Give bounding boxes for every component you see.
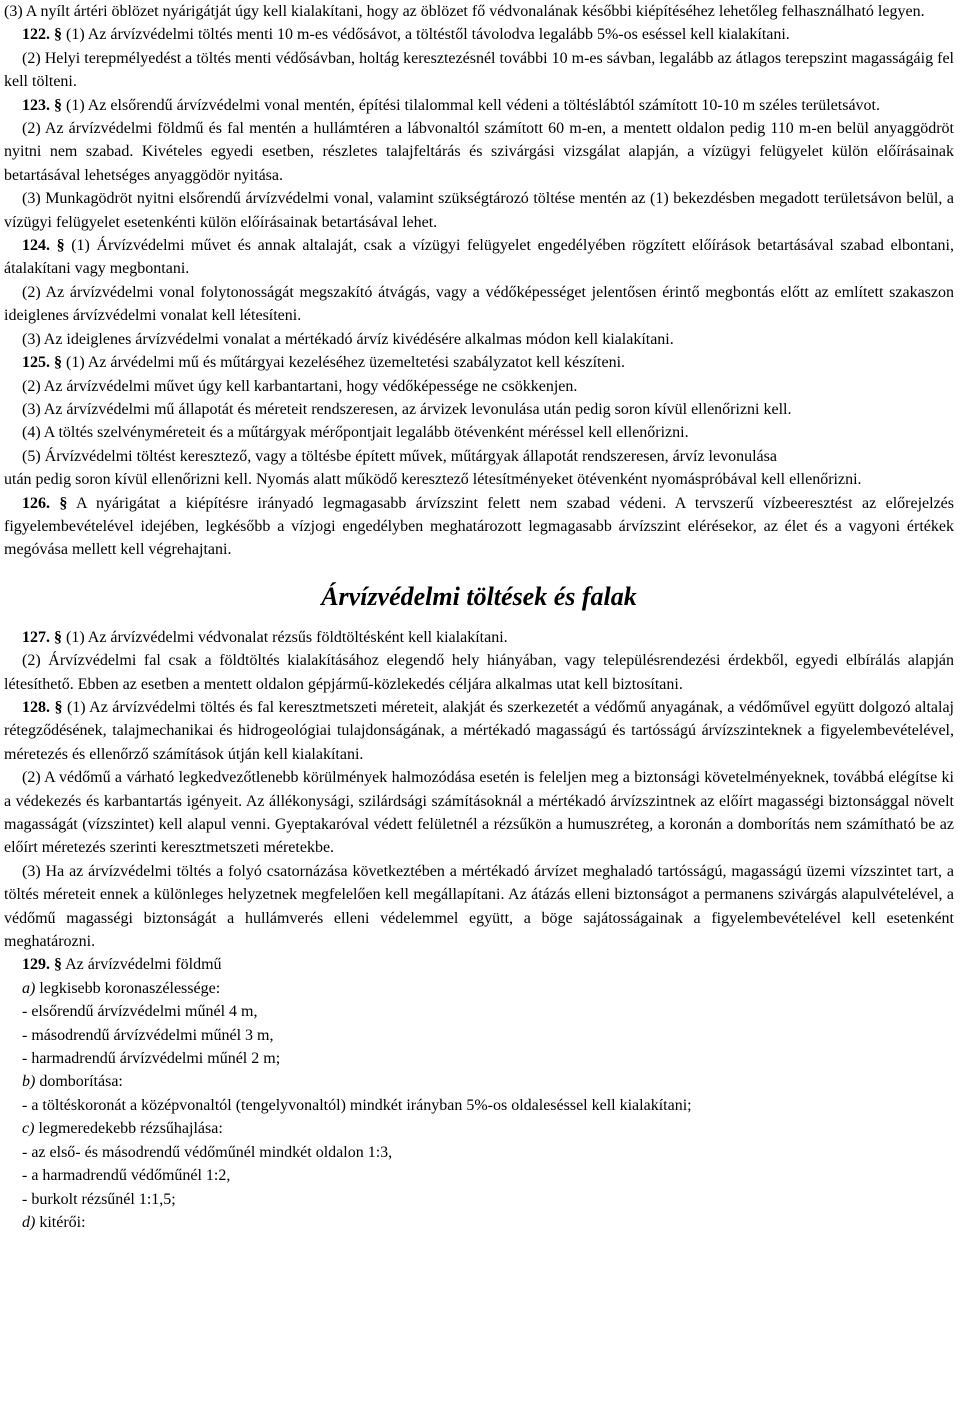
paragraph: (2) A védőmű a várható legkedvezőtlenebb körülmények halmozódása esetén is feleljen meg a biztonsági követelményeknek, továbbá elégítse ki a védekezés és karbantartás igényeit. Az állékonysági, szilárdsági számításoknál a mértékadó árvízszintnek az előírt magasségi biztonsággal növelt magasságát (vízszintet) kell alapul venni. Gyeptakaróval védett felületnél a rézsűkön a humuszréteg, a koronán a domborítás nem számítható be az előírt méretezés szerinti keresztmetszeti méretekbe.	[4, 769, 954, 857]
paragraph: (3) Munkagödröt nyitni elsőrendű árvízvédelmi vonal, valamint szükségtározó töltése mentén az (1) bekezdésben megadott területsávon belül, a vízügyi felügyelet esetenkénti külön előírásainak betartásával lehet.	[4, 190, 954, 231]
section-number: 122.	[22, 26, 50, 44]
section-symbol: §	[54, 354, 62, 372]
section-122	[4, 23, 954, 46]
section-125	[4, 351, 954, 374]
list-item-d	[4, 1211, 954, 1234]
list-letter: b)	[22, 1073, 36, 1091]
paragraph: (2) Az árvízvédelmi művet úgy kell karbantartani, hogy védőképessége ne csökkenjen.	[22, 377, 578, 395]
paragraph-text: Az árvízvédelmi földmű	[65, 956, 222, 974]
section-number: 127.	[22, 628, 50, 646]
paragraph: (3) A nyílt ártéri öblözet nyárigátját úgy kell kialakítani, hogy az öblözet fő védvonalának későbbi kiépítéséhez lehetőleg felhasználható legyen.	[4, 3, 925, 20]
paragraph: (4) A töltés szelvényméreteit és a műtárgyak mérőpontjait legalább ötévenként méréssel kell ellenőrizni.	[22, 424, 689, 442]
paragraph: (3) Az ideiglenes árvízvédelmi vonalat a mértékadó árvíz kivédésére alkalmas módon kell kialakítani.	[22, 330, 674, 348]
list-subitem: - elsőrendű árvízvédelmi műnél 4 m,	[22, 1003, 258, 1021]
section-123	[4, 94, 954, 117]
section-symbol: §	[54, 956, 62, 974]
paragraph-continuation: után pedig soron kívül ellenőrizni kell. Nyomás alatt működő keresztező létesítményeket ötévenként nyomáspróbával kell ellenőrizni.	[4, 471, 862, 489]
paragraph: (2) Az árvízvédelmi földmű és fal mentén a hullámtéren a lábvonaltól számított 60 m-en, a mentett oldalon pedig 110 m-en belül anyaggödröt nyitni nem szabad. Kivételes egyedi esetben, részletes talajfeltárás és szivárgási vizsgálat alapján, a vízügyi felügyelet külön előírásainak betartásával lehetséges anyaggödör nyitása.	[4, 120, 954, 184]
list-item-c	[4, 1117, 954, 1140]
list-letter: a)	[22, 979, 36, 997]
paragraph-text: (1) Az elsőrendű árvízvédelmi vonal mentén, építési tilalommal kell védeni a töltéslábtól számított 10-10 m széles területsávot.	[66, 96, 880, 114]
list-label: legmeredekebb rézsűhajlása:	[38, 1120, 223, 1138]
section-symbol: §	[56, 237, 65, 255]
section-heading: Árvízvédelmi töltések és falak	[321, 581, 637, 611]
list-letter: c)	[22, 1120, 35, 1138]
paragraph-text: (1) Az árvízvédelmi védvonalat rézsűs földtöltésként kell kialakítani.	[66, 628, 508, 646]
section-129	[4, 953, 954, 976]
list-letter: d)	[22, 1213, 36, 1231]
section-number: 125.	[22, 354, 50, 372]
list-subitem: - a harmadrendű védőműnél 1:2,	[22, 1167, 231, 1185]
list-subitem: - burkolt rézsűnél 1:1,5;	[22, 1190, 176, 1208]
section-symbol: §	[54, 26, 62, 44]
section-symbol: §	[54, 698, 63, 716]
section-number: 128.	[22, 698, 50, 716]
paragraph-text: A nyárigátat a kiépítésre irányadó legmagasabb árvízszint felett nem szabad védeni. A tervszerű vízbeeresztést az előrejelzés figyelembevételével idejében, legkésőbb a vízjogi engedélyben meghatározott legmagasabb árvízszint elérésekor, az élet és a vagyoni értékek megóvása mellett kell végrehajtani.	[4, 494, 954, 559]
section-128	[4, 696, 954, 766]
list-subitem: - a töltéskoronát a középvonaltól (tengelyvonaltól) mindkét irányban 5%-os oldaleséssel kell kialakítani;	[22, 1096, 692, 1114]
paragraph: (2) Az árvízvédelmi vonal folytonosságát megszakító átvágás, vagy a védőképességet jelentősen érintő megbontás előtt az említett szakaszon ideiglenes árvízvédelmi vonalat kell létesíteni.	[4, 283, 954, 325]
list-subitem: - másodrendű árvízvédelmi műnél 3 m,	[22, 1026, 274, 1044]
list-subitem: - harmadrendű árvízvédelmi műnél 2 m;	[22, 1050, 281, 1068]
list-subitem: - az első- és másodrendű védőműnél mindkét oldalon 1:3,	[22, 1143, 393, 1161]
paragraph: (5) Árvízvédelmi töltést keresztező, vagy a töltésbe épített művek, műtárgyak állapotát rendszeresen, árvíz levonulása	[22, 447, 777, 465]
section-symbol: §	[59, 494, 68, 512]
paragraph: (2) Helyi terepmélyedést a töltés menti védősávban, holtág keresztezésnél további 10 m-es sávban, legalább az átlagos terepszint magasságáig fel kell tölteni.	[4, 49, 954, 91]
section-symbol: §	[54, 96, 62, 114]
paragraph: (2) Árvízvédelmi fal csak a földtöltés kialakításához elegendő hely hiányában, vagy településrendezési érdekből, egyedi elbírálás alapján létesíthető. Ebben az esetben a mentett oldalon gépjármű-közlekedés céljára alkalmas utat kell biztosítani.	[4, 652, 954, 693]
paragraph-text: (1) Árvízvédelmi művet és annak altalaját, csak a vízügyi felügyelet engedélyében rögzített előírások betartásával szabad elbontani, átalakítani vagy megbontani.	[4, 237, 955, 278]
paragraph: (3) Az árvízvédelmi mű állapotát és méreteit rendszeresen, az árvizek levonulása után pedig soron kívül ellenőrizni kell.	[22, 400, 792, 418]
list-label: legkisebb koronaszélessége:	[39, 979, 221, 997]
paragraph-text: (1) Az árvédelmi mű és műtárgyai kezeléséhez üzemeltetési szabályzatot kell készíteni.	[66, 354, 626, 372]
section-number: 129.	[22, 956, 50, 974]
section-symbol: §	[54, 628, 62, 646]
section-number: 123.	[22, 96, 50, 114]
list-item-b	[4, 1070, 954, 1093]
section-126	[4, 492, 954, 562]
section-124	[4, 234, 954, 281]
list-label: kitérői:	[39, 1213, 86, 1231]
list-label: domborítása:	[39, 1073, 123, 1091]
paragraph-text: (1) Az árvízvédelmi töltés menti 10 m-es védősávot, a töltéstől távolodva legalább 5%-os eséssel kell kialakítani.	[66, 26, 790, 44]
list-item-a	[4, 977, 954, 1000]
section-127	[4, 626, 954, 649]
section-number: 124.	[22, 237, 50, 255]
paragraph-text: (1) Az árvízvédelmi töltés és fal keresztmetszeti méreteit, alakját és szerkezetét a védőmű anyagának, a védőművel együtt dolgozó altalaj rétegződésének, talajmechanikai és hidrogeológiai tulajdonságának, a mértékadó magasságú és tartósságú árvízszinteknek a figyelembevételével, méretezés és ellenőrző számítások útján kell kialakítani.	[4, 698, 955, 763]
paragraph: (3) Ha az árvízvédelmi töltés a folyó csatornázása következtében a mértékadó árvízet meghaladó tartósságú, magasságú üzemi vízszintet tart, a töltés méreteit ennek a különleges helyzetnek megfelelően kell megállapítani. Az átázás elleni biztonságot a permanens szivárgás alapulvételével, a védőmű magasségi biztonságát a hullámverés elleni védelemmel együtt, a böge sajátosságainak a figyelembevételével kell esetenként meghatározni.	[4, 862, 954, 951]
section-number: 126.	[22, 494, 50, 512]
